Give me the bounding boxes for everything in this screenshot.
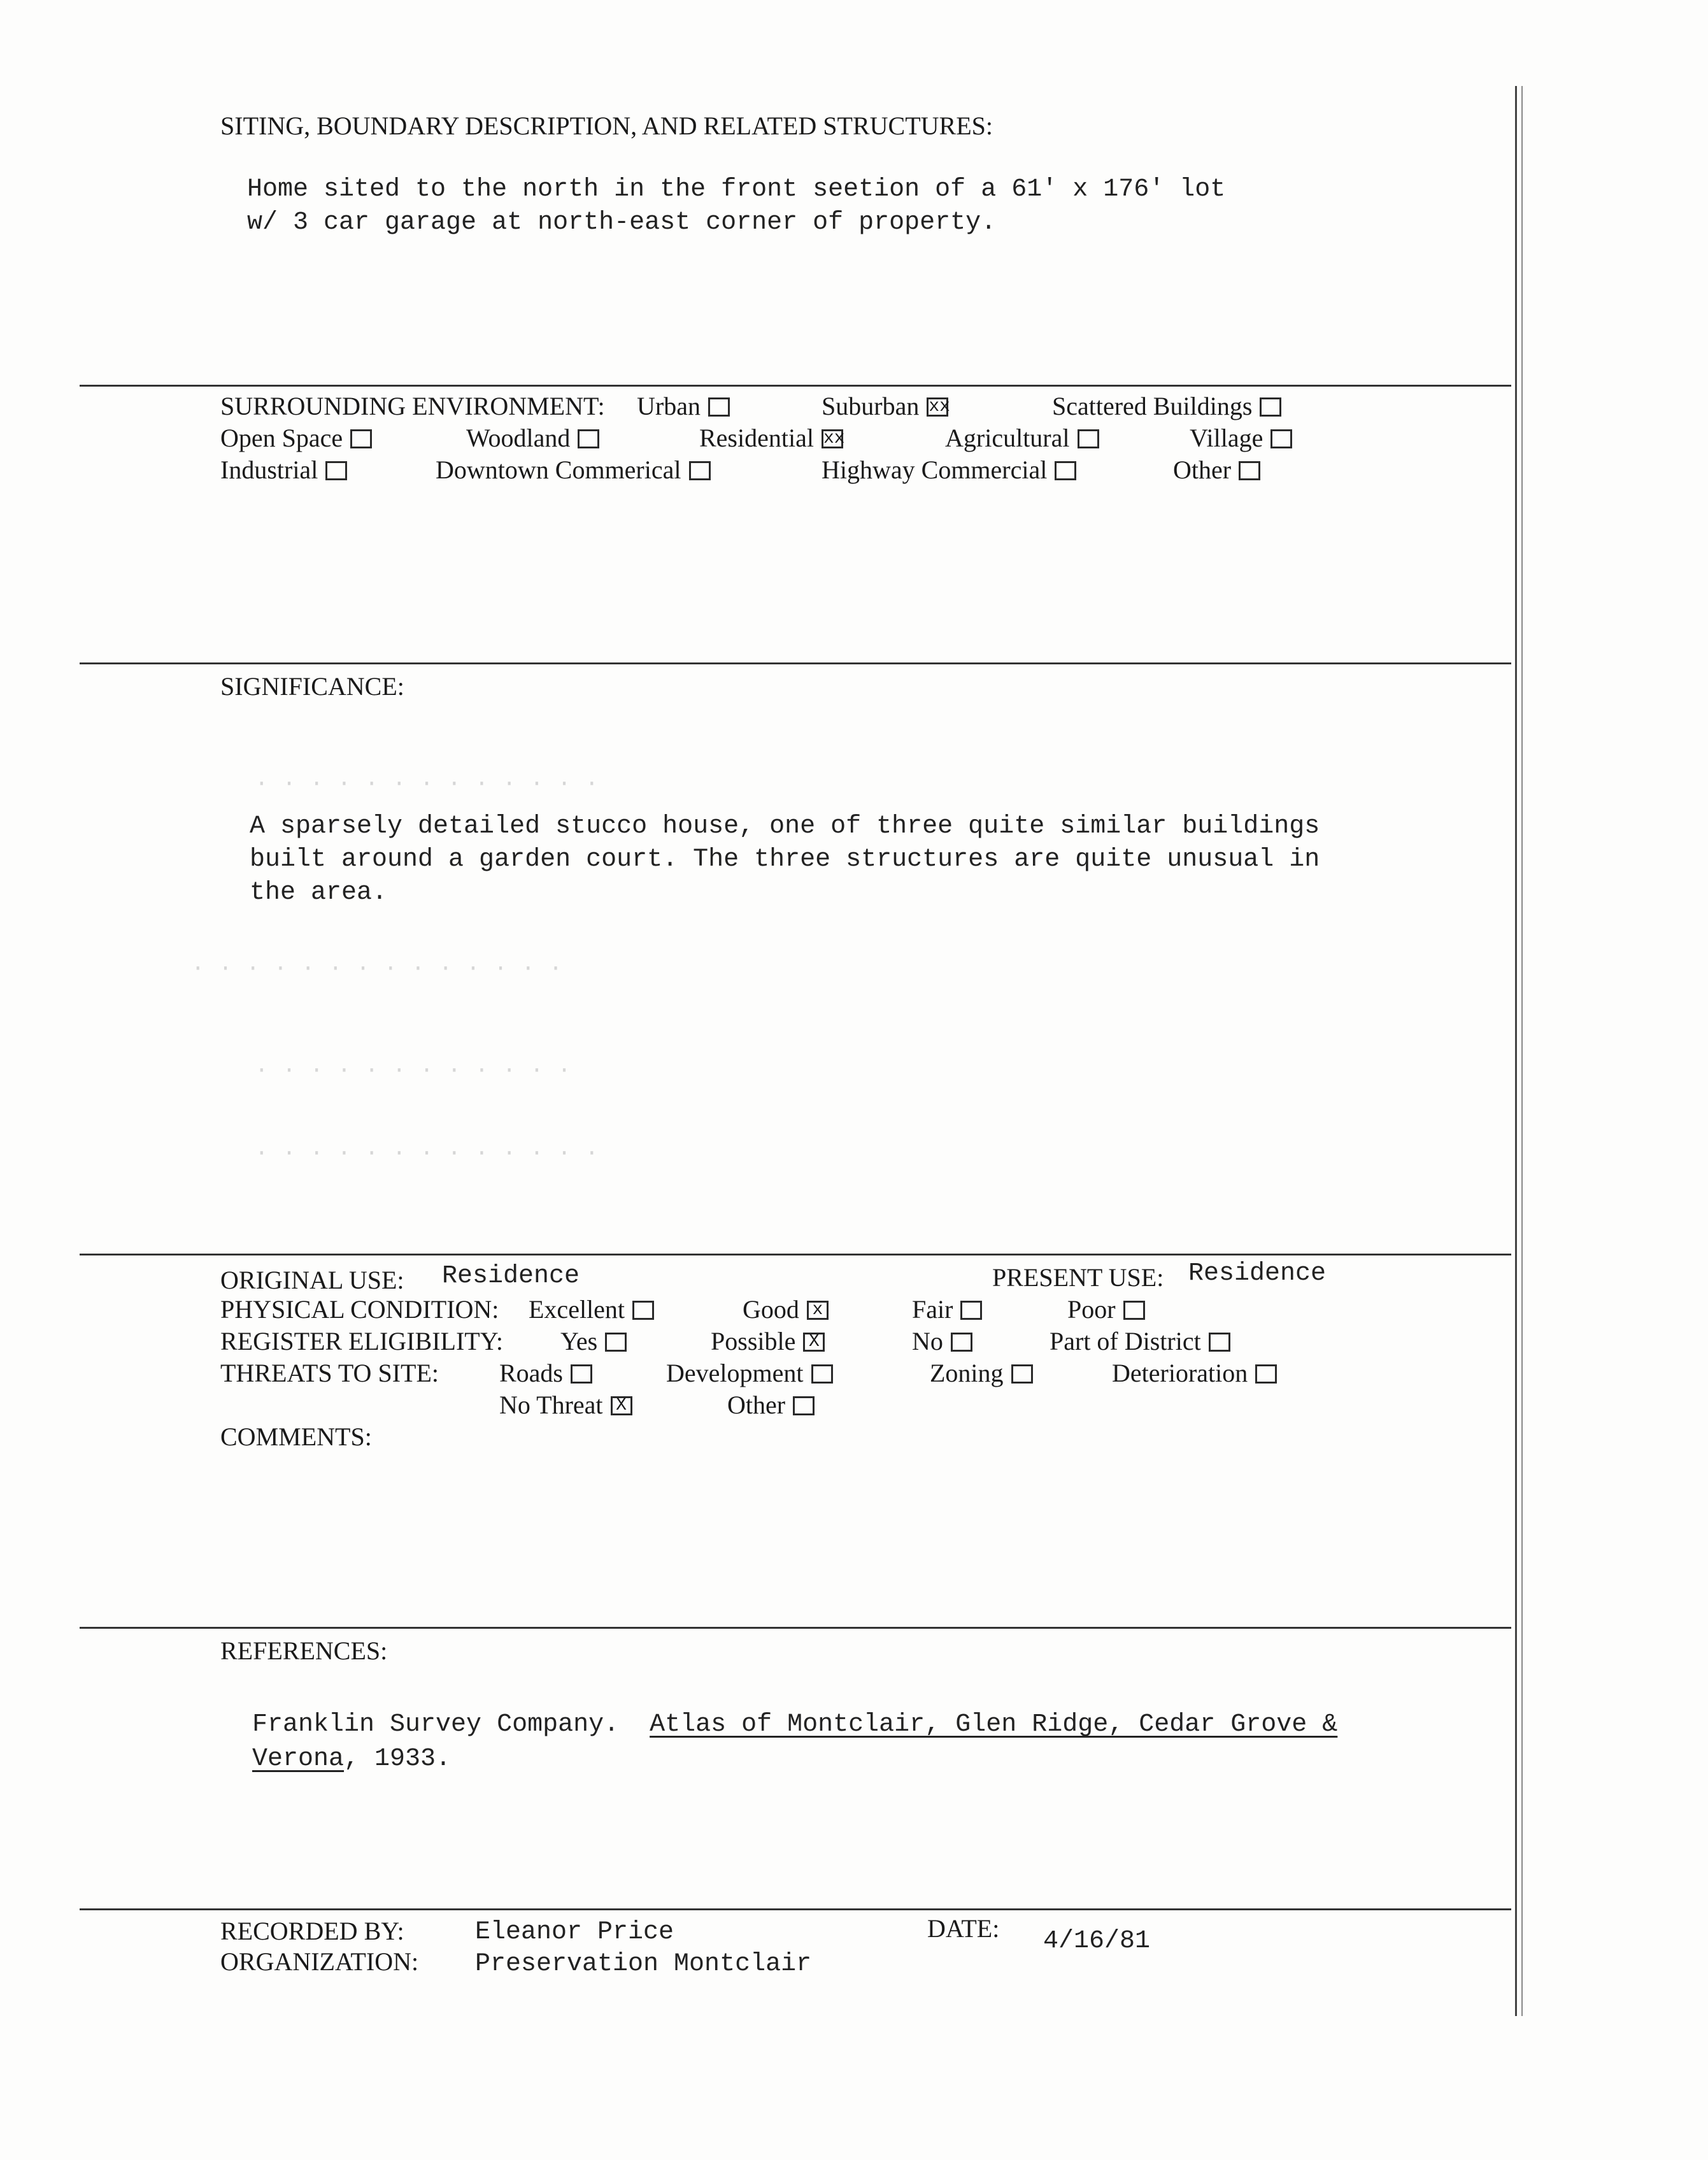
eligibility-checkbox[interactable] (605, 1333, 627, 1352)
organization-value: Preservation Montclair (475, 1950, 812, 1978)
env-option-label: Village (1190, 424, 1263, 452)
env-checkbox[interactable] (1078, 429, 1099, 448)
reference-line-1 (252, 1708, 1337, 1742)
condition-option-excellent[interactable] (529, 1297, 654, 1322)
eligibility-checkbox[interactable] (1209, 1333, 1230, 1352)
bleed-through-text: · · · · · · · · · · · · (255, 1057, 571, 1084)
threat-option-label: No Threat (499, 1391, 603, 1419)
env-option-downtown-commercial[interactable] (436, 457, 711, 483)
env-option-suburban[interactable] (822, 394, 948, 419)
env-option-industrial[interactable] (220, 457, 347, 483)
env-option-label: Agricultural (945, 424, 1070, 452)
condition-checkbox[interactable] (960, 1301, 982, 1320)
threat-option-label: Development (666, 1359, 804, 1387)
env-option-label: Suburban (822, 392, 920, 420)
env-option-highway-commercial[interactable] (822, 457, 1076, 483)
eligibility-option-label: Part of District (1050, 1327, 1201, 1355)
env-option-label: Downtown Commerical (436, 455, 681, 484)
env-option-label: Urban (637, 392, 701, 420)
threat-option-label: Zoning (930, 1359, 1004, 1387)
condition-option-label: Good (743, 1295, 799, 1324)
present-use-label: PRESENT USE: (992, 1263, 1164, 1292)
eligibility-option-possible[interactable] (711, 1329, 825, 1354)
eligibility-label: REGISTER ELIGIBILITY: (220, 1327, 504, 1355)
reference-title-cont: Verona (252, 1745, 345, 1773)
bleed-through-text: · · · · · · · · · · · · · · (191, 955, 563, 982)
eligibility-option-label: Yes (560, 1327, 598, 1355)
right-border-line (1515, 86, 1517, 2016)
threat-checkbox[interactable]: X (611, 1396, 632, 1415)
threat-option-development[interactable] (666, 1361, 833, 1386)
condition-option-fair[interactable] (912, 1297, 982, 1322)
env-checkbox[interactable] (1055, 461, 1076, 480)
condition-option-label: Fair (912, 1295, 953, 1324)
env-option-agricultural[interactable] (945, 426, 1099, 451)
env-checkbox[interactable] (1260, 397, 1281, 417)
env-checkbox[interactable] (689, 461, 711, 480)
right-border-line-inner (1521, 86, 1523, 2016)
reference-line-2 (252, 1743, 451, 1776)
env-option-residential[interactable] (699, 426, 843, 451)
section-divider (80, 1908, 1511, 1910)
threat-checkbox[interactable] (571, 1364, 592, 1384)
section-divider (80, 385, 1511, 387)
significance-heading: SIGNIFICANCE: (220, 672, 404, 701)
section-divider (80, 1254, 1511, 1255)
siting-heading: SITING, BOUNDARY DESCRIPTION, AND RELATED STRUCTURES: (220, 111, 993, 140)
environment-heading: SURROUNDING ENVIRONMENT: (220, 392, 605, 420)
env-option-village[interactable] (1190, 426, 1292, 451)
env-option-woodland[interactable] (466, 426, 599, 451)
significance-line-2: built around a garden court. The three structures are quite unusual in (250, 845, 1320, 874)
original-use-value: Residence (442, 1262, 580, 1291)
recorded-by-value: Eleanor Price (475, 1918, 674, 1947)
threat-option-no-threat[interactable] (499, 1392, 632, 1418)
threat-option-deterioration[interactable] (1112, 1361, 1277, 1386)
threat-checkbox[interactable] (1011, 1364, 1033, 1384)
eligibility-option-label: No (912, 1327, 943, 1355)
eligibility-option-yes[interactable] (560, 1329, 627, 1354)
siting-line-2: w/ 3 car garage at north-east corner of property. (247, 208, 997, 237)
threats-label: THREATS TO SITE: (220, 1359, 439, 1387)
condition-checkbox[interactable] (632, 1301, 654, 1320)
reference-title: Atlas of Montclair, Glen Ridge, Cedar Grove & (650, 1710, 1338, 1739)
present-use-value: Residence (1188, 1259, 1327, 1288)
env-checkbox[interactable] (578, 429, 599, 448)
original-use-label: ORIGINAL USE: (220, 1266, 404, 1294)
condition-checkbox[interactable]: x (807, 1301, 829, 1320)
threat-checkbox[interactable] (1255, 1364, 1277, 1384)
condition-checkbox[interactable] (1123, 1301, 1145, 1320)
env-checkbox[interactable] (1239, 461, 1260, 480)
env-checkbox[interactable] (350, 429, 372, 448)
env-checkbox[interactable] (708, 397, 730, 417)
threat-option-other[interactable] (727, 1392, 815, 1418)
siting-line-1: Home sited to the north in the front seetion of a 61' x 176' lot (247, 175, 1226, 204)
env-option-label: Highway Commercial (822, 455, 1048, 484)
env-option-label: Open Space (220, 424, 343, 452)
env-checkbox[interactable]: xx (822, 429, 843, 448)
condition-option-label: Poor (1067, 1295, 1116, 1324)
date-label: DATE: (927, 1914, 1000, 1943)
env-option-other[interactable] (1173, 457, 1260, 483)
organization-label: ORGANIZATION: (220, 1947, 419, 1976)
condition-option-label: Excellent (529, 1295, 625, 1324)
bleed-through-text: · · · · · · · · · · · · · (255, 771, 599, 797)
reference-year: , 1933. (344, 1745, 452, 1773)
section-divider (80, 1627, 1511, 1629)
comments-label: COMMENTS: (220, 1422, 372, 1451)
env-option-scattered-buildings[interactable] (1052, 394, 1281, 419)
env-option-label: Industrial (220, 455, 318, 484)
threat-option-label: Roads (499, 1359, 563, 1387)
threat-option-zoning[interactable] (930, 1361, 1033, 1386)
threat-option-label: Other (727, 1391, 786, 1419)
env-option-label: Woodland (466, 424, 571, 452)
eligibility-option-no[interactable] (912, 1329, 972, 1354)
significance-line-1: A sparsely detailed stucco house, one of three quite similar buildings (250, 812, 1320, 841)
env-checkbox[interactable] (1270, 429, 1292, 448)
eligibility-option-label: Possible (711, 1327, 796, 1355)
bleed-through-text: · · · · · · · · · · · · · (255, 1140, 599, 1166)
env-option-urban[interactable] (637, 394, 730, 419)
condition-option-poor[interactable] (1067, 1297, 1145, 1322)
threat-checkbox[interactable] (811, 1364, 833, 1384)
condition-option-good[interactable] (743, 1297, 829, 1322)
references-heading: REFERENCES: (220, 1636, 388, 1665)
eligibility-option-part-of-district[interactable] (1050, 1329, 1230, 1354)
condition-label: PHYSICAL CONDITION: (220, 1295, 499, 1324)
section-divider (80, 662, 1511, 664)
threat-checkbox[interactable] (793, 1396, 815, 1415)
env-option-label: Residential (699, 424, 814, 452)
threat-option-label: Deterioration (1112, 1359, 1248, 1387)
env-checkbox[interactable] (325, 461, 347, 480)
date-value: 4/16/81 (1043, 1927, 1151, 1956)
env-checkbox[interactable]: xx (927, 397, 948, 417)
env-option-open-space[interactable] (220, 426, 372, 451)
significance-line-3: the area. (250, 878, 388, 907)
eligibility-checkbox[interactable]: X (803, 1333, 825, 1352)
env-option-label: Scattered Buildings (1052, 392, 1253, 420)
eligibility-checkbox[interactable] (951, 1333, 972, 1352)
reference-publisher: Franklin Survey Company. (252, 1710, 620, 1739)
recorded-by-label: RECORDED BY: (220, 1917, 404, 1945)
env-option-label: Other (1173, 455, 1232, 484)
threat-option-roads[interactable] (499, 1361, 592, 1386)
